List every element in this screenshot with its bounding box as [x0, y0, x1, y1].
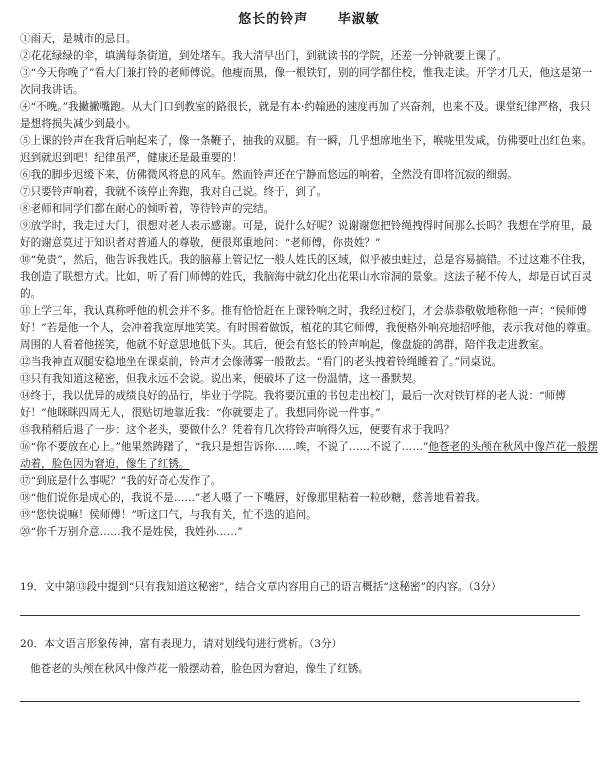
paragraph-17: ⑰“到底是什么事呢？”我的好奇心发作了。 — [20, 475, 222, 487]
paragraph-9: ⑨放学时，我走过大门，很想对老人表示感谢。可是，说什么好呢？说谢谢您把铃绳拽得时间那么长吗？我想在学府里，最好的谢意莫过于知识者对普通人的尊敬，便很郑重地问：“老师傅，你贵姓？” — [20, 220, 593, 249]
question-20: 20．本文语言形象传神，富有表现力，请对划线句进行赏析。（3分） — [20, 638, 343, 650]
article-title-row — [20, 8, 598, 27]
article-author: 毕淑敏 — [337, 12, 380, 27]
underlined-sentence: 他苍老的头颅在秋风中像芦花一般摆动着，脸色因为窘迫，像生了红锈。 — [20, 441, 598, 470]
paragraph-15: ⑮我稍稍后退了一步：这个老头，要做什么？凭着有几次将铃声响得久远，便要有求于我吗？ — [20, 424, 455, 436]
paragraph-5: ⑤上课的铃声在我背后响起来了，像一条鞭子，抽我的双腿。有一瞬，几乎想席地坐下，喉咙里发咸，仿佛要吐出红色来。迟到就迟到吧！纪律虽严，健康还是最重要的！ — [20, 135, 593, 164]
paragraph-11: ⑪上学三年，我认真称呼他的机会并不多。推有恰恰赶在上课铃响之时，我经过校门，才会恭恭敬敬地称他一声：“侯师傅好！”若是他一个人，会冲着我宽厚地笑笑。有时围着做饭，植花的其它师傅，我便格外响亮地招呼他，表示我对他的尊重。周围的人看着他搓笑，他就不好意思地低下头。其后，便会有悠长的铃声响起，像盘旋的鸽群，陪伴我走进教室。 — [20, 305, 598, 351]
answer-line-19[interactable] — [20, 614, 580, 616]
paragraph-4: ④“不晚。”我撇撇嘴跑。从大门口到教室的路很长，就是有本·约翰逊的速度再加了兴奋剂，也来不及。课堂纪律严格，我只是想将损失减少到最小。 — [20, 101, 591, 130]
paragraph-7: ⑦只要铃声响着，我就不该停止奔跑，我对自己说。终于，到了。 — [20, 186, 328, 198]
paragraph-10: ⑩“免贵”，然后，他告诉我姓氏。我的脑幕上管记忆一般人姓氏的区域，似乎被虫蛀过，总是容易搞错。不过这难不住我，我创造了联想方式。比如，听了看门师傅的姓氏，我脑海中就幻化出花果山水帘洞的景象。这法子秘不传人，却是百试百灵的。 — [20, 254, 593, 300]
article-body — [20, 31, 598, 541]
paragraph-8: ⑧老师和同学们都在耐心的倾听着，等待铃声的完结。 — [20, 203, 275, 215]
paragraph-13: ⑬只有我知道这秘密，但我永远不会说。说出来，便破坏了这一份温情，这一番默契。 — [20, 373, 423, 385]
paragraph-16: ⑯“你不要放在心上。”他果然踌躇了，“我只是想告诉你……唉，不说了……不说了……”他苍老的头颅在秋风中像芦花一般摆动着，脸色因为窘迫，像生了红锈。 — [20, 441, 598, 470]
paragraph-20: ⑳“你千万别介意……我不是姓侯，我姓孙……” — [20, 526, 243, 538]
paragraph-2: ②花花绿绿的伞，填满每条街道，到处堵车。我大清早出门，到就读书的学院，还差一分钟就要上课了。 — [20, 50, 508, 62]
paragraph-3: ③“今天你晚了”看大门兼打铃的老师傅说。他瘦而黑，像一根铁钉，别的同学都住校，惟我走读。开学才几天，他这是第一次同我讲话。 — [20, 67, 593, 96]
paragraph-19: ⑲“您快说嘛！侯师傅！”听这口气，与我有关，忙不迭的追问。 — [20, 509, 317, 521]
paragraph-12: ⑫当我神直双腿安稳地坐在课桌前，铃声才会像薄雾一般散去。“看门的老头拽着铃绳睡着了。”同桌说。 — [20, 356, 503, 368]
paragraph-14: ⑭终于，我以优异的成绩良好的品行，毕业于学院。我将要沉重的书包走出校门，最后一次对铁钉样的老人说：“师傅好！”他眯眯四周无人，很贴切地靠近我：“你就要走了。我想同你说一件事。” — [20, 390, 566, 419]
paragraph-18: ⑱“他们说你是成心的，我说不是……”老人嗫了一下嘴唇，好像那里粘着一粒砂糖，慈善地看着我。 — [20, 492, 487, 504]
article-title: 悠长的铃声 — [238, 12, 309, 27]
paragraph-1: ①雨天，是城市的忌日。 — [20, 33, 137, 45]
question-19: 19．文中第⑬段中提到“只有我知道这秘密”，结合文章内容用自己的语言概括“这秘密”的内容。（3分） — [20, 581, 502, 593]
paragraph-6: ⑥我的脚步迟缓下来，仿佛微风将息的风车。然而铃声还在宁静而悠远的响着，全然没有即将沉寂的细弱。 — [20, 169, 518, 181]
answer-line-20[interactable] — [20, 700, 580, 702]
question-20-quote: 他苍老的头颅在秋风中像芦花一般摆动着，脸色因为窘迫，像生了红锈。 — [30, 663, 369, 675]
